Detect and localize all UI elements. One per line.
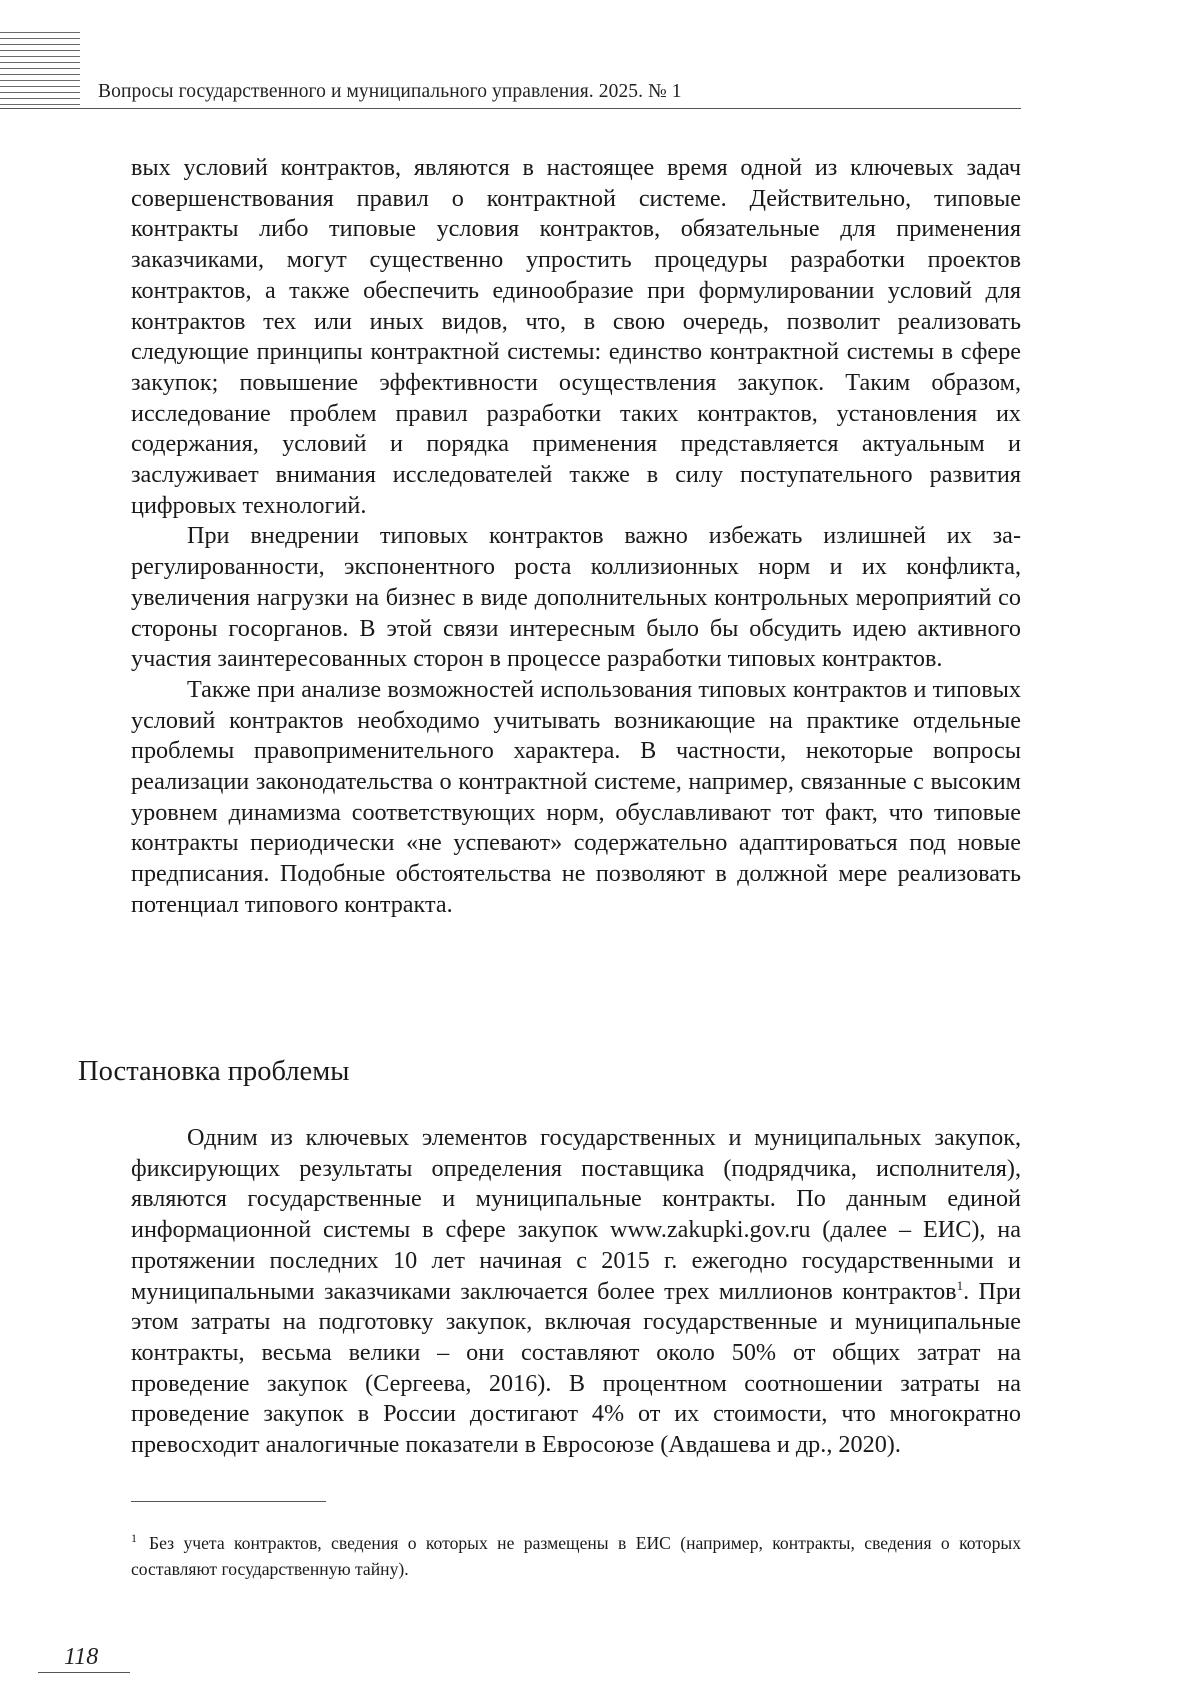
footnote-reference[interactable]: 1: [956, 1277, 964, 1293]
paragraph-1: вых условий контрактов, являются в настоящее время одной из ключевых задач совершенствования правил о контрактной системе. Действительно, типовые контракты либо типовые условия контрактов, обязательные для применения заказчиками, могут существенно упростить процедуры разработки проектов контрактов, а также обеспечить единообразие при формулировании условий для контрактов тех или иных видов, что, в свою очередь, позволит реализовать следующие принципы контрактной системы: единство контрактной системы в сфере закупок; повышение эффективности осуществления закупок. Таким образом, исследование проблем правил разработки таких контрактов, установления их содержания, условий и порядка применения представляется актуальным и заслуживает внимания исследователей также в силу поступательного развития цифровых технологий.: [131, 154, 1021, 519]
section-heading: Постановка проблемы: [78, 1056, 350, 1087]
body-text-top: [131, 153, 1021, 921]
running-head: Вопросы государственного и муниципального управления. 2025. № 1: [98, 81, 682, 102]
paragraph-4-part1: Одним из ключевых элементов государственных и муниципальных закупок, фиксирующих результаты определения поставщика (подрядчика, исполнителя), являются государственные и муниципальные контракты. По данным единой информационной системы в сфере закупок www.zakupki.​gov.ru (далее – ЕИС), на протяжении последних 10 лет начиная с 2015 г. ежегодно государственными и муниципальными заказчиками заключается более трех миллионов контрактов: [131, 1124, 1021, 1305]
body-text-section: [131, 1123, 1021, 1461]
footnote-mark: 1: [131, 1531, 137, 1546]
footnote: [131, 1530, 1021, 1582]
paragraph-4: [131, 1123, 1021, 1461]
footnote-text: Без учета контрактов, сведения о которых не размещены в ЕИС (например, контракты, сведения о которых составляют государственную тайну).: [131, 1533, 1021, 1579]
footnote-rule: [131, 1501, 326, 1502]
paragraph-4-part2: . При этом затраты на подготовку закупок, включая государственные и муниципальные контракты, весьма велики – они составляют около 50% от общих затрат на проведение закупок (Сергеева, 2016). В процентном соотношении затраты на проведение закупок в России достигают 4% от их стоимости, что многократно превосходит аналогичные показатели в Евросоюзе (Авдашева и др., 2020).: [131, 1277, 1021, 1459]
paragraph-3: Также при анализе возможностей использования типовых контрактов и типовых условий контрактов необходимо учитывать возникающие на практике отдельные проблемы правоприменительного характера. В частности, некоторые вопросы реализации законодательства о контрактной системе, например, связанные с высоким уровнем динамизма соответствующих норм, обуславливают тот факт, что типовые контракты периодически «не успевают» содержательно адаптироваться под новые предписания. Подобные обстоятельства не позволяют в должной мере реализовать потенциал типового контракта.: [131, 675, 1021, 918]
header-ornament-lines: [0, 32, 80, 110]
paragraph-2: При внедрении типовых контрактов важно избежать излишней их зарегулированности, экспонентного роста коллизионных норм и их конфликта, увеличения нагрузки на бизнес в виде дополнительных контрольных мероприятий со стороны госорганов. В этой связи интересным было бы обсудить идею активного участия заинтересованных сторон в процессе разработки типовых контрактов.: [131, 522, 1021, 673]
page-number-rule: [38, 1672, 130, 1673]
header-rule: [0, 108, 1021, 109]
page-number: 118: [64, 1644, 99, 1670]
